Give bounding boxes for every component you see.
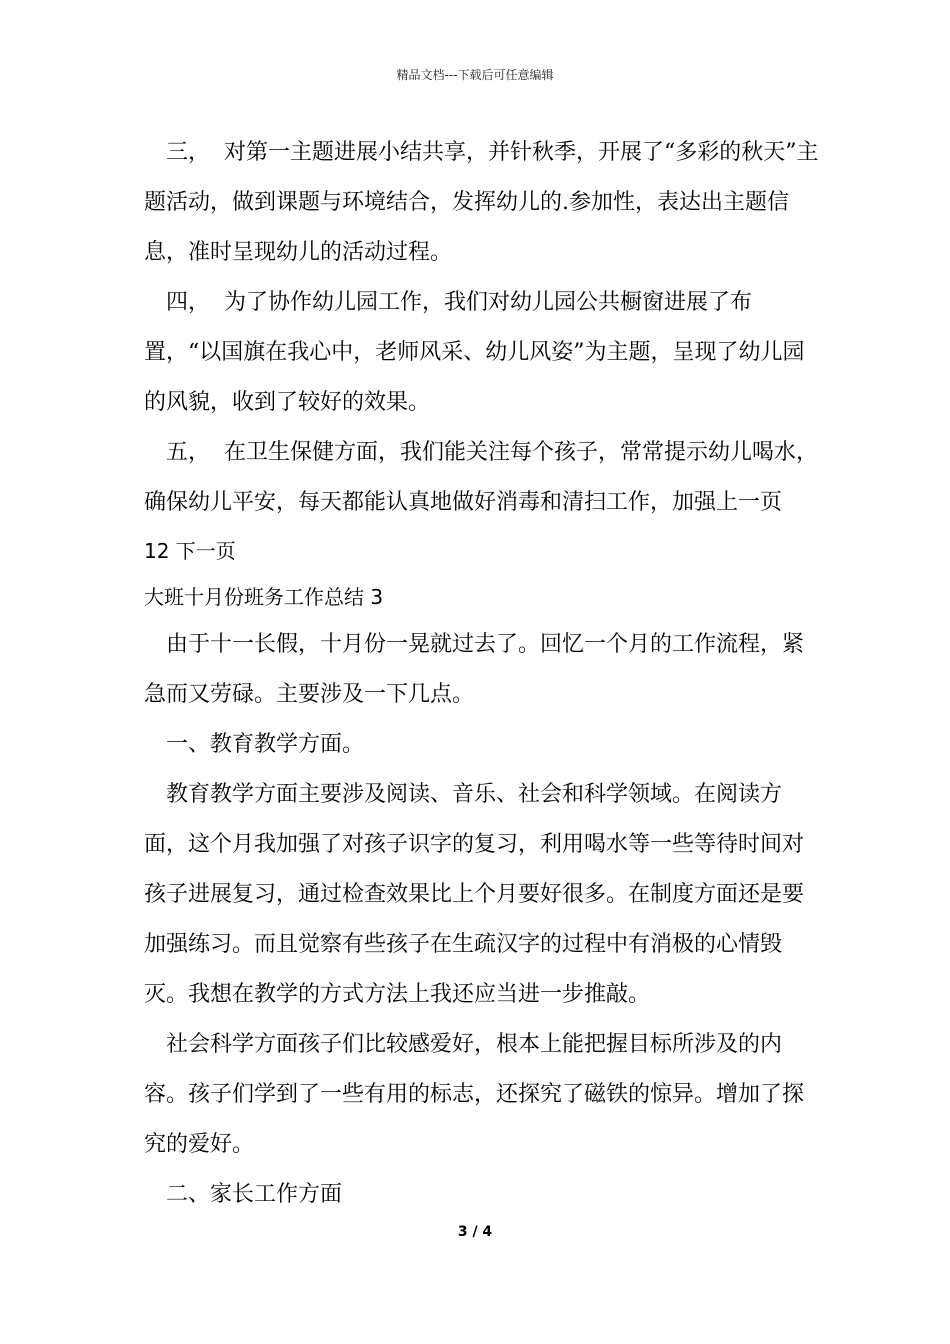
paragraph-social-science: 社会科学方面孩子们比较感爱好，根本上能把握目标所涉及的内容。孩子们学到了一些有用的标志，还探究了磁铁的惊异。增加了探究的爱好。	[144, 1032, 805, 1157]
paragraph-3: 三， 对第一主题进展小结共享，并针秋季，开展了“多彩的秋天”主题活动，做到课题与环境结合，发挥幼儿的.参加性，表达出主题信息，准时呈现幼儿的活动过程。	[144, 140, 819, 265]
page-number: 3 / 4	[457, 1224, 493, 1240]
heading-parents: 二、家长工作方面	[166, 1182, 343, 1207]
paragraph-intro: 由于十一长假，十月份一晃就过去了。回忆一个月的工作流程，紧急而又劳碌。主要涉及一下几点。	[144, 632, 805, 707]
document-body	[144, 128, 820, 1220]
header-note: 精品文档---下载后可任意编辑	[396, 68, 554, 82]
paragraph-5: 五， 在卫生保健方面，我们能关注每个孩子，常常提示幼儿喝水，确保幼儿平安，每天都能认真地做好消毒和清扫工作，加强上一页	[144, 440, 818, 515]
paragraph-4: 四， 为了协作幼儿园工作，我们对幼儿园公共橱窗进展了布置，“以国旗在我心中，老师风采、幼儿风姿”为主题，呈现了幼儿园的风貌，收到了较好的效果。	[144, 290, 805, 415]
section-title: 大班十月份班务工作总结 3	[144, 585, 384, 609]
heading-education: 一、教育教学方面。	[166, 732, 365, 757]
paragraph-education: 教育教学方面主要涉及阅读、音乐、社会和科学领域。在阅读方面，这个月我加强了对孩子识字的复习，利用喝水等一些等待时间对孩子进展复习，通过检查效果比上个月要好很多。在制度方面还是要加强练习。而且觉察有些孩子在生疏汉字的过程中有消极的心情毁灭。我想在教学的方式方法上我还应当进一步推敲。	[144, 782, 805, 1007]
pagination-link[interactable]: 12 下一页	[144, 539, 236, 563]
